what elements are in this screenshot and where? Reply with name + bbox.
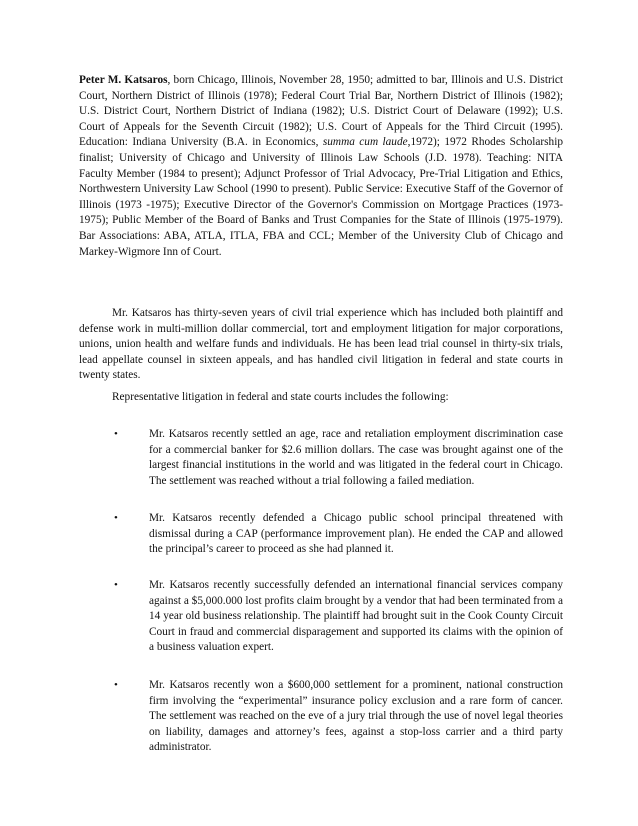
bullet-icon: • (114, 679, 118, 691)
bullet-icon: • (114, 579, 118, 591)
case-text: Mr. Katsaros recently won a $600,000 settlement for a prominent, national construction firm involving the “experimental” insurance policy exclusion and a rare form of cancer. The settlement was reached on the eve of a jury trial through the use of novel legal theories on liability, damages and attorney’s fees, against a stop-loss carrier and a third party administrator. (149, 679, 563, 754)
bio-text-part-2: ,1972); 1972 Rhodes Scholarship finalist; University of Chicago and University of Illinois Law Schools (J.D. 1978). Teaching: NITA Faculty Member (1984 to present); Adjunct Professor of Trial Advocacy, Pre-Trial Litigation and Ethics, Northwestern University Law School (1990 to present). Public Service: Executive Staff of the Governor of Illinois (1973 -1975); Executive Director of the Governor's Commission on Mortgage Practices (1973-1975); Public Member of the Board of Banks and Trust Companies for the State of Illinois (1975-1979). Bar Associations: ABA, ATLA, ITLA, FBA and CCL; Member of the University Club of Chicago and Markey-Wigmore Inn of Court. (79, 136, 563, 258)
case-text: Mr. Katsaros recently settled an age, race and retaliation employment discrimination case for a commercial banker for $2.6 million dollars. The case was brought against one of the largest financial institutions in the world and was litigated in the federal court in Chicago. The settlement was reached without a trial following a failed mediation. (149, 428, 563, 487)
bullet-icon: • (114, 512, 118, 524)
attorney-name: Peter M. Katsaros (79, 74, 168, 86)
case-text: Mr. Katsaros recently successfully defended an international financial services company against a $5,000.000 lost profits claim brought by a vendor that had been terminated from a 14 year old business relationship. The plaintiff had brought suit in the Cook County Circuit Court in fraud and commercial disparagement and supported its claims with the opinion of a business valuation expert. (149, 579, 563, 654)
bio-paragraph (79, 73, 563, 260)
litigation-intro: Representative litigation in federal and state courts includes the following: (112, 391, 449, 403)
experience-paragraph: Mr. Katsaros has thirty-seven years of civil trial experience which has included both plaintiff and defense work in multi-million dollar commercial, tort and employment litigation for major corporations, unions, union health and welfare funds and individuals. He has been lead trial counsel in thirty-six trials, lead appellate counsel in sixteen appeals, and has handled civil litigation in federal and state courts in twenty states. (79, 307, 563, 382)
case-text: Mr. Katsaros recently defended a Chicago public school principal threatened with dismissal during a CAP (performance improvement plan). He ended the CAP and allowed the principal’s career to proceed as she had planned it. (149, 512, 563, 556)
honor-distinction: summa cum laude (322, 136, 408, 149)
bullet-icon: • (114, 428, 118, 440)
bio-text-part-1: , born Chicago, Illinois, November 28, 1950; admitted to bar, Illinois and U.S. District Court, Northern District of Illinois (1978); Federal Court Trial Bar, Northern District of Illinois (1982); U.S. District Court, Northern District of Indiana (1982); U.S. District Court of Delaware (1992); U.S. Court of Appeals for the Seventh Circuit (1982); U.S. Court of Appeals for the Third Circuit (1995). Education: Indiana University (B.A. in Economics, (79, 74, 564, 149)
